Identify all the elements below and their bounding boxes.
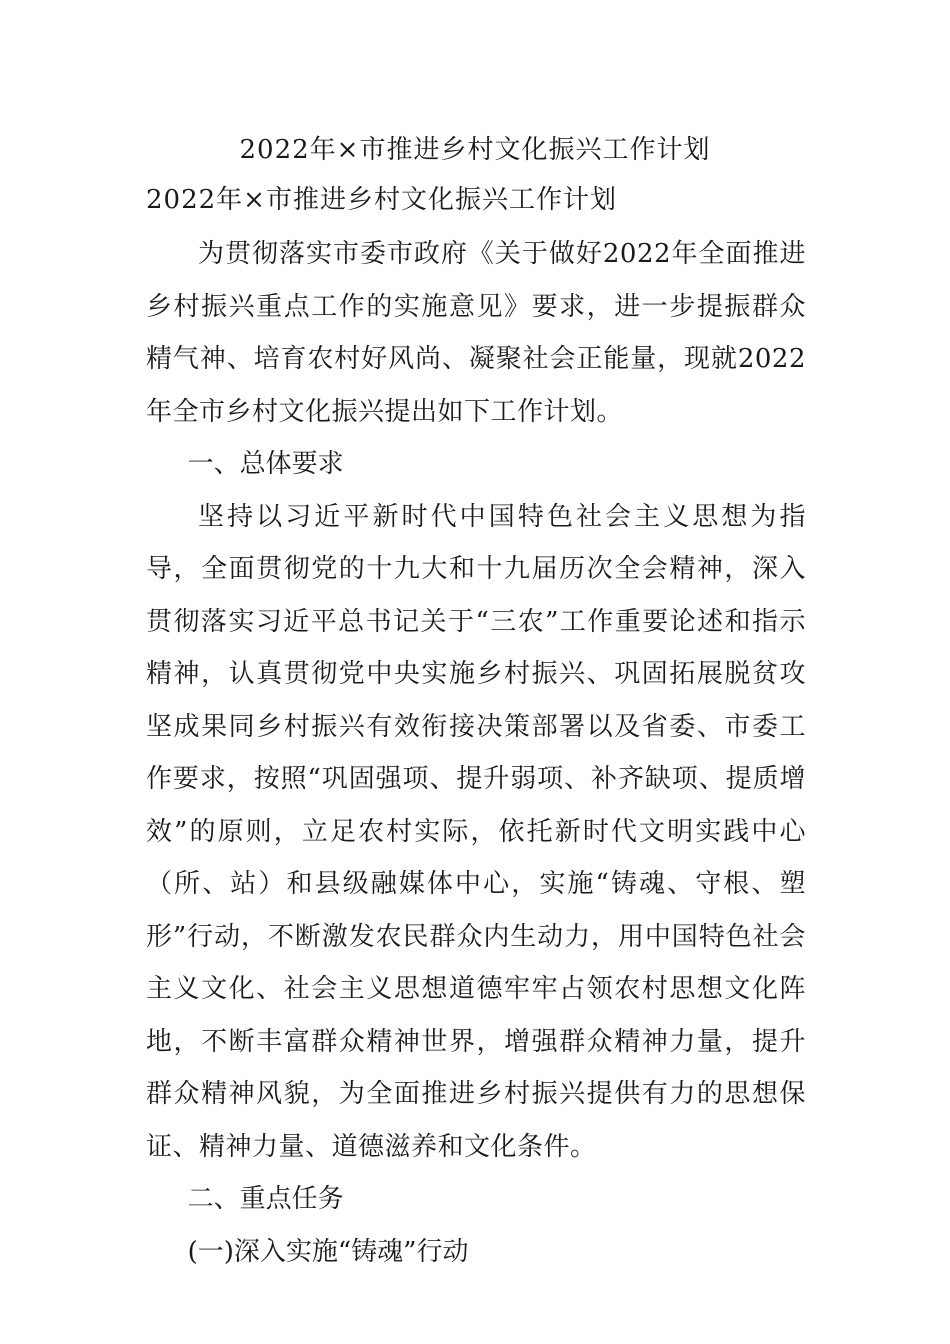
section-heading-key-tasks: 二、重点任务 bbox=[187, 1184, 344, 1214]
intro-paragraph: 为贯彻落实市委市政府《关于做好2022年全面推进乡村振兴重点工作的实施意见》要求，进一步提振群众精气神、培育农村好风尚、凝聚社会正能量，现就2022年全市乡村文化振兴提出如下工作计划。 bbox=[146, 239, 806, 427]
document-title: 2022年×市推进乡村文化振兴工作计划 bbox=[239, 135, 711, 165]
document-subtitle: 2022年×市推进乡村文化振兴工作计划 bbox=[146, 185, 617, 215]
subsection-heading-soul-casting: (一)深入实施“铸魂”行动 bbox=[187, 1236, 469, 1267]
general-requirements-paragraph: 坚持以习近平新时代中国特色社会主义思想为指导，全面贯彻党的十九大和十九届历次全会精神，深入贯彻落实习近平总书记关于“三农”工作重要论述和指示精神，认真贯彻党中央实施乡村振兴、巩固拓展脱贫攻坚成果同乡村振兴有效衔接决策部署以及省委、市委工作要求，按照“巩固强项、提升弱项、补齐缺项、提质增效”的原则，立足农村实际，依托新时代文明实践中心（所、站）和县级融媒体中心，实施“铸魂、守根、塑形”行动，不断激发农民群众内生动力，用中国特色社会主义文化、社会主义思想道德牢牢占领农村思想文化阵地，不断丰富群众精神世界，增强群众精神力量，提升群众精神风貌，为全面推进乡村振兴提供有力的思想保证、精神力量、道德滋养和文化条件。 bbox=[146, 501, 806, 1162]
section-heading-general-requirements: 一、总体要求 bbox=[187, 449, 344, 479]
document-body bbox=[146, 228, 806, 1278]
